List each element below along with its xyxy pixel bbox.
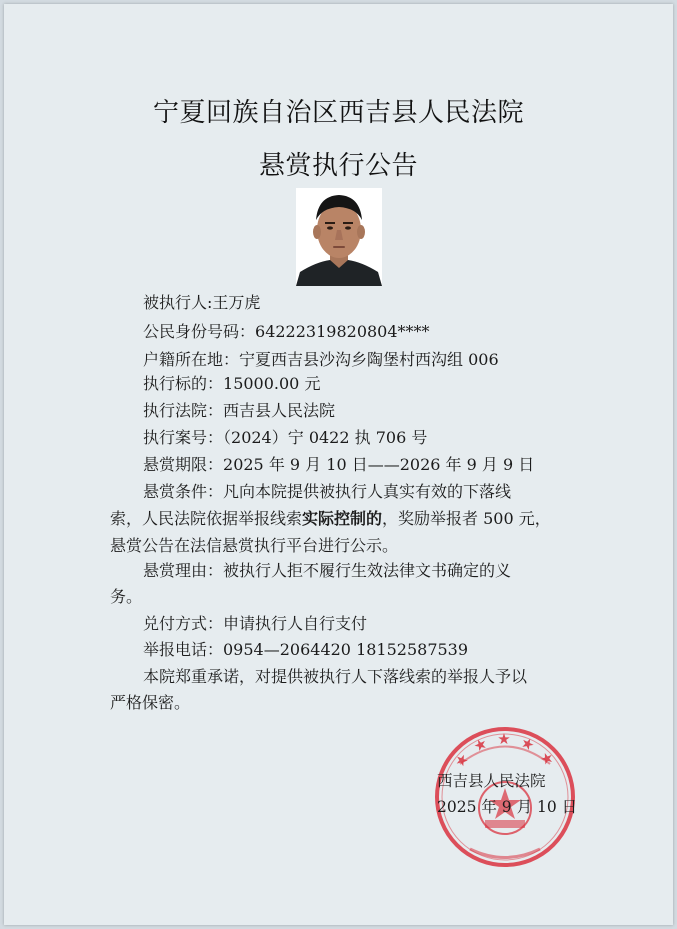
field-court: 执行法院：西吉县人民法院 — [143, 401, 336, 420]
confidentiality-line1: 本院郑重承诺，对提供被执行人下落线索的举报人予以 — [143, 667, 528, 686]
confidentiality-line2: 严格保密。 — [110, 693, 191, 712]
field-amount: 执行标的：15000.00 元 — [143, 374, 321, 393]
reward-reason-line2: 务。 — [110, 587, 143, 606]
reward-condition-line3: 悬赏公告在法信悬赏执行平台进行公示。 — [110, 536, 399, 555]
field-reward-period: 悬赏期限：2025 年 9 月 10 日——2026 年 9 月 9 日 — [143, 455, 535, 474]
reward-reason-line1: 悬赏理由：被执行人拒不履行生效法律文书确定的义 — [143, 561, 512, 580]
field-residence: 户籍所在地：宁夏西吉县沙沟乡陶堡村西沟组 006 — [143, 350, 499, 369]
signature-court: 西吉县人民法院 — [437, 772, 546, 790]
field-case-number: 执行案号：（2024）宁 0422 执 706 号 — [143, 428, 428, 447]
court-name-heading: 宁夏回族自治区西吉县人民法院 — [152, 98, 524, 128]
report-hotline: 举报电话：0954—2064420 18152587539 — [143, 640, 469, 659]
subject-photo — [296, 188, 382, 286]
signature-date: 2025 年 9 月 10 日 — [437, 798, 578, 816]
reward-condition-line1: 悬赏条件：凡向本院提供被执行人真实有效的下落线 — [143, 482, 512, 501]
document-title: 悬赏执行公告 — [258, 151, 418, 181]
field-id-number: 公民身份号码：64222319820804**** — [143, 322, 430, 341]
svg-text:★ ★ ★ ★ ★: ★ ★ ★ ★ ★ — [450, 730, 560, 772]
reward-condition-line2: 索，人民法院依据举报线索实际控制的，奖励举报者 500 元， — [110, 509, 551, 528]
field-subject: 被执行人:王万虎 — [143, 293, 261, 312]
payment-method: 兑付方式：申请执行人自行支付 — [143, 614, 368, 633]
